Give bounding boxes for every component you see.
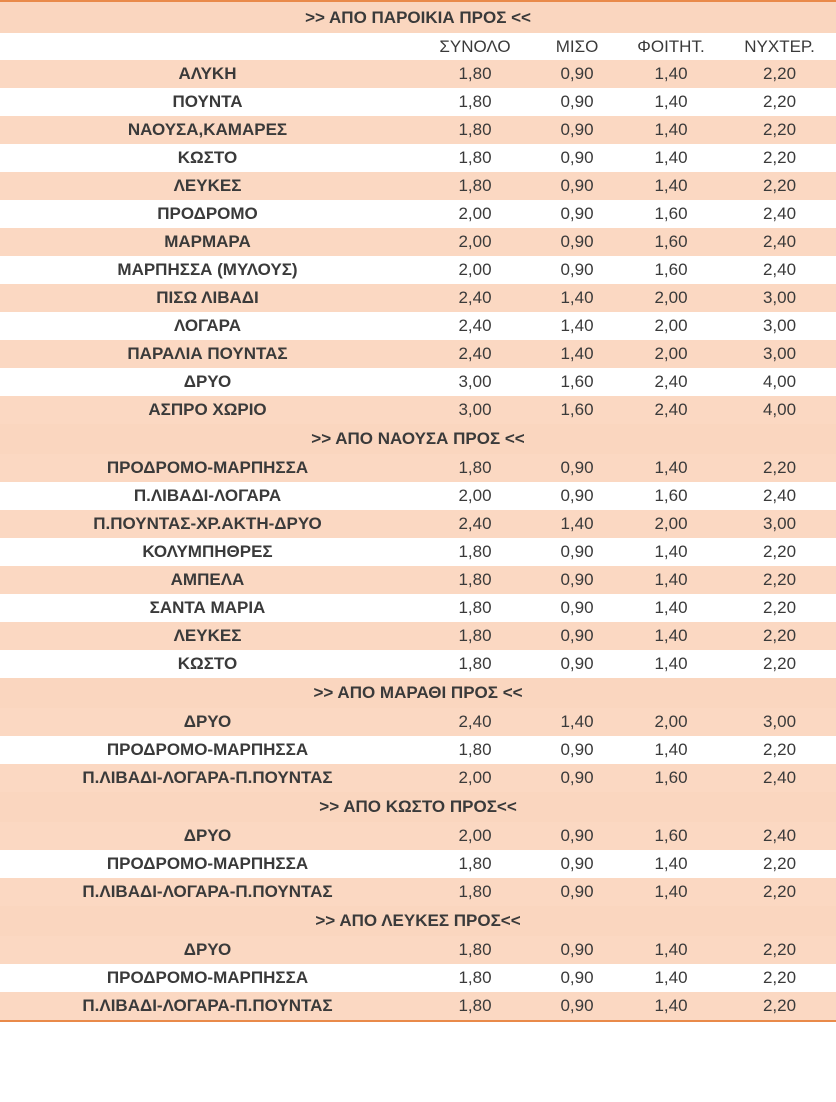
fare-value: 0,90 bbox=[535, 538, 619, 566]
fare-value: 0,90 bbox=[535, 764, 619, 792]
fare-value: 1,40 bbox=[619, 116, 723, 144]
fare-value: 1,80 bbox=[415, 538, 535, 566]
fare-value: 1,80 bbox=[415, 992, 535, 1021]
destination-name: Π.ΠΟΥΝΤΑΣ-ΧΡ.ΑΚΤΗ-ΔΡΥΟ bbox=[0, 510, 415, 538]
fare-value: 1,40 bbox=[619, 566, 723, 594]
section-title: >> ΑΠΟ ΛΕΥΚΕΣ ΠΡΟΣ<< bbox=[0, 906, 836, 936]
column-header: ΝΥΧΤΕΡ. bbox=[723, 33, 836, 60]
fare-value: 2,40 bbox=[723, 200, 836, 228]
fare-value: 2,40 bbox=[723, 256, 836, 284]
fare-value: 1,80 bbox=[415, 964, 535, 992]
fare-value: 0,90 bbox=[535, 566, 619, 594]
destination-name: ΑΣΠΡΟ ΧΩΡΙΟ bbox=[0, 396, 415, 424]
fare-value: 1,60 bbox=[619, 228, 723, 256]
fare-value: 0,90 bbox=[535, 60, 619, 88]
fare-value: 2,00 bbox=[415, 256, 535, 284]
column-header: ΦΟΙΤΗΤ. bbox=[619, 33, 723, 60]
fare-value: 1,40 bbox=[619, 622, 723, 650]
table-row bbox=[0, 764, 836, 792]
fare-value: 2,20 bbox=[723, 878, 836, 906]
section-title: >> ΑΠΟ ΜΑΡΑΘΙ ΠΡΟΣ << bbox=[0, 678, 836, 708]
fare-value: 2,40 bbox=[723, 482, 836, 510]
destination-name: Π.ΛΙΒΑΔΙ-ΛΟΓΑΡΑ-Π.ΠΟΥΝΤΑΣ bbox=[0, 992, 415, 1021]
fare-value: 1,60 bbox=[619, 822, 723, 850]
fare-value: 1,40 bbox=[619, 594, 723, 622]
fare-value: 2,00 bbox=[619, 510, 723, 538]
table-row bbox=[0, 172, 836, 200]
fare-value: 2,00 bbox=[415, 764, 535, 792]
fare-value: 0,90 bbox=[535, 878, 619, 906]
fare-value: 0,90 bbox=[535, 482, 619, 510]
fare-value: 2,40 bbox=[619, 396, 723, 424]
table-row bbox=[0, 594, 836, 622]
table-row bbox=[0, 144, 836, 172]
fare-table-body bbox=[0, 1, 836, 1021]
fare-value: 1,40 bbox=[619, 650, 723, 678]
table-row bbox=[0, 822, 836, 850]
fare-value: 0,90 bbox=[535, 964, 619, 992]
destination-name: ΔΡΥΟ bbox=[0, 936, 415, 964]
fare-value: 1,40 bbox=[619, 850, 723, 878]
destination-name: ΠΡΟΔΡΟΜΟ-ΜΑΡΠΗΣΣΑ bbox=[0, 454, 415, 482]
fare-value: 2,20 bbox=[723, 992, 836, 1021]
fare-value: 1,60 bbox=[535, 396, 619, 424]
table-row bbox=[0, 368, 836, 396]
fare-value: 1,80 bbox=[415, 144, 535, 172]
fare-value: 4,00 bbox=[723, 368, 836, 396]
fare-value: 1,80 bbox=[415, 594, 535, 622]
fare-value: 1,40 bbox=[619, 454, 723, 482]
destination-name: ΚΩΣΤΟ bbox=[0, 144, 415, 172]
fare-value: 2,20 bbox=[723, 850, 836, 878]
fare-value: 1,40 bbox=[619, 538, 723, 566]
fare-value: 0,90 bbox=[535, 992, 619, 1021]
fare-value: 2,40 bbox=[415, 284, 535, 312]
fare-value: 1,80 bbox=[415, 622, 535, 650]
fare-value: 1,40 bbox=[535, 284, 619, 312]
fare-value: 1,40 bbox=[619, 964, 723, 992]
table-row bbox=[0, 88, 836, 116]
section-header bbox=[0, 424, 836, 454]
destination-name: Π.ΛΙΒΑΔΙ-ΛΟΓΑΡΑ-Π.ΠΟΥΝΤΑΣ bbox=[0, 878, 415, 906]
fare-value: 2,20 bbox=[723, 144, 836, 172]
destination-name: ΜΑΡΜΑΡΑ bbox=[0, 228, 415, 256]
fare-value: 1,40 bbox=[619, 172, 723, 200]
fare-value: 2,40 bbox=[723, 764, 836, 792]
table-row bbox=[0, 538, 836, 566]
fare-value: 2,20 bbox=[723, 454, 836, 482]
fare-value: 1,40 bbox=[619, 936, 723, 964]
destination-name: ΑΛΥΚΗ bbox=[0, 60, 415, 88]
fare-value: 1,80 bbox=[415, 60, 535, 88]
fare-value: 0,90 bbox=[535, 822, 619, 850]
fare-value: 2,20 bbox=[723, 936, 836, 964]
fare-value: 2,00 bbox=[415, 482, 535, 510]
fare-value: 1,40 bbox=[535, 312, 619, 340]
fare-value: 1,80 bbox=[415, 736, 535, 764]
fare-value: 3,00 bbox=[415, 368, 535, 396]
fare-value: 2,00 bbox=[415, 200, 535, 228]
destination-name: ΚΩΣΤΟ bbox=[0, 650, 415, 678]
table-row bbox=[0, 510, 836, 538]
table-row bbox=[0, 284, 836, 312]
destination-name: ΝΑΟΥΣΑ,ΚΑΜΑΡΕΣ bbox=[0, 116, 415, 144]
destination-name: ΔΡΥΟ bbox=[0, 822, 415, 850]
table-row bbox=[0, 736, 836, 764]
table-row bbox=[0, 878, 836, 906]
column-header: ΣΥΝΟΛΟ bbox=[415, 33, 535, 60]
section-header bbox=[0, 1, 836, 33]
fare-value: 1,80 bbox=[415, 850, 535, 878]
destination-name: ΔΡΥΟ bbox=[0, 708, 415, 736]
fare-value: 2,20 bbox=[723, 88, 836, 116]
section-title: >> ΑΠΟ ΝΑΟΥΣΑ ΠΡΟΣ << bbox=[0, 424, 836, 454]
fare-value: 1,60 bbox=[619, 764, 723, 792]
fare-value: 0,90 bbox=[535, 936, 619, 964]
fare-value: 3,00 bbox=[723, 510, 836, 538]
destination-name: ΠΟΥΝΤΑ bbox=[0, 88, 415, 116]
column-header-row bbox=[0, 33, 836, 60]
fare-value: 2,20 bbox=[723, 566, 836, 594]
fare-value: 3,00 bbox=[723, 312, 836, 340]
destination-name: ΚΟΛΥΜΠΗΘΡΕΣ bbox=[0, 538, 415, 566]
table-row bbox=[0, 256, 836, 284]
fare-value: 2,40 bbox=[723, 822, 836, 850]
fare-value: 1,40 bbox=[535, 708, 619, 736]
fare-value: 1,80 bbox=[415, 566, 535, 594]
destination-name: ΜΑΡΠΗΣΣΑ (ΜΥΛΟΥΣ) bbox=[0, 256, 415, 284]
fare-value: 2,20 bbox=[723, 622, 836, 650]
table-row bbox=[0, 116, 836, 144]
fare-value: 2,20 bbox=[723, 736, 836, 764]
table-row bbox=[0, 482, 836, 510]
section-header bbox=[0, 906, 836, 936]
fare-value: 2,00 bbox=[415, 822, 535, 850]
fare-value: 1,40 bbox=[619, 992, 723, 1021]
fare-value: 0,90 bbox=[535, 172, 619, 200]
fare-value: 2,00 bbox=[619, 284, 723, 312]
fare-value: 2,40 bbox=[619, 368, 723, 396]
fare-value: 0,90 bbox=[535, 622, 619, 650]
table-row bbox=[0, 992, 836, 1021]
destination-name: ΠΑΡΑΛΙΑ ΠΟΥΝΤΑΣ bbox=[0, 340, 415, 368]
destination-name: ΠΡΟΔΡΟΜΟ bbox=[0, 200, 415, 228]
table-row bbox=[0, 566, 836, 594]
fare-value: 2,00 bbox=[619, 708, 723, 736]
fare-value: 2,20 bbox=[723, 964, 836, 992]
fare-value: 1,80 bbox=[415, 650, 535, 678]
fare-value: 1,60 bbox=[535, 368, 619, 396]
fare-value: 2,40 bbox=[723, 228, 836, 256]
fare-value: 0,90 bbox=[535, 256, 619, 284]
fare-value: 2,40 bbox=[415, 708, 535, 736]
fare-value: 1,60 bbox=[619, 482, 723, 510]
destination-name: Π.ΛΙΒΑΔΙ-ΛΟΓΑΡΑ bbox=[0, 482, 415, 510]
fare-value: 0,90 bbox=[535, 594, 619, 622]
fare-value: 1,40 bbox=[535, 340, 619, 368]
fare-value: 2,20 bbox=[723, 116, 836, 144]
fare-value: 2,20 bbox=[723, 538, 836, 566]
destination-name: ΠΡΟΔΡΟΜΟ-ΜΑΡΠΗΣΣΑ bbox=[0, 964, 415, 992]
fare-value: 2,40 bbox=[415, 340, 535, 368]
fare-value: 1,80 bbox=[415, 88, 535, 116]
fare-value: 1,80 bbox=[415, 878, 535, 906]
destination-name: ΠΙΣΩ ΛΙΒΑΔΙ bbox=[0, 284, 415, 312]
destination-name: ΛΟΓΑΡΑ bbox=[0, 312, 415, 340]
fare-value: 1,80 bbox=[415, 936, 535, 964]
column-header: ΜΙΣΟ bbox=[535, 33, 619, 60]
destination-name: ΑΜΠΕΛΑ bbox=[0, 566, 415, 594]
fare-value: 0,90 bbox=[535, 116, 619, 144]
table-row bbox=[0, 340, 836, 368]
destination-name: ΠΡΟΔΡΟΜΟ-ΜΑΡΠΗΣΣΑ bbox=[0, 736, 415, 764]
table-row bbox=[0, 936, 836, 964]
fare-value: 0,90 bbox=[535, 736, 619, 764]
fare-value: 1,40 bbox=[619, 878, 723, 906]
fare-value: 2,20 bbox=[723, 650, 836, 678]
fare-value: 0,90 bbox=[535, 144, 619, 172]
fare-value: 4,00 bbox=[723, 396, 836, 424]
table-row bbox=[0, 60, 836, 88]
section-title: >> ΑΠΟ ΠΑΡΟΙΚΙΑ ΠΡΟΣ << bbox=[0, 1, 836, 33]
fare-value: 3,00 bbox=[723, 708, 836, 736]
fare-value: 0,90 bbox=[535, 200, 619, 228]
fare-value: 2,40 bbox=[415, 510, 535, 538]
fare-value: 2,20 bbox=[723, 60, 836, 88]
fare-value: 1,80 bbox=[415, 454, 535, 482]
table-row bbox=[0, 650, 836, 678]
table-row bbox=[0, 454, 836, 482]
fare-value: 1,80 bbox=[415, 116, 535, 144]
fare-value: 0,90 bbox=[535, 850, 619, 878]
fare-value: 2,40 bbox=[415, 312, 535, 340]
destination-name: ΛΕΥΚΕΣ bbox=[0, 172, 415, 200]
fare-value: 2,00 bbox=[619, 312, 723, 340]
fare-value: 0,90 bbox=[535, 88, 619, 116]
fare-value: 3,00 bbox=[723, 340, 836, 368]
fare-value: 0,90 bbox=[535, 454, 619, 482]
table-row bbox=[0, 850, 836, 878]
destination-name: ΛΕΥΚΕΣ bbox=[0, 622, 415, 650]
fare-value: 1,60 bbox=[619, 200, 723, 228]
table-row bbox=[0, 396, 836, 424]
fare-value: 1,40 bbox=[619, 88, 723, 116]
destination-name: ΣΑΝΤΑ ΜΑΡΙΑ bbox=[0, 594, 415, 622]
fare-value: 3,00 bbox=[415, 396, 535, 424]
table-row bbox=[0, 708, 836, 736]
table-row bbox=[0, 622, 836, 650]
fare-value: 2,00 bbox=[415, 228, 535, 256]
column-header-empty bbox=[0, 33, 415, 60]
fare-value: 0,90 bbox=[535, 228, 619, 256]
fare-value: 1,40 bbox=[619, 736, 723, 764]
section-header bbox=[0, 678, 836, 708]
destination-name: ΠΡΟΔΡΟΜΟ-ΜΑΡΠΗΣΣΑ bbox=[0, 850, 415, 878]
table-row bbox=[0, 964, 836, 992]
table-row bbox=[0, 312, 836, 340]
section-title: >> ΑΠΟ ΚΩΣΤΟ ΠΡΟΣ<< bbox=[0, 792, 836, 822]
fare-value: 2,00 bbox=[619, 340, 723, 368]
fare-value: 1,40 bbox=[619, 60, 723, 88]
fare-value: 2,20 bbox=[723, 594, 836, 622]
section-header bbox=[0, 792, 836, 822]
fare-value: 1,80 bbox=[415, 172, 535, 200]
fare-value: 1,40 bbox=[619, 144, 723, 172]
table-row bbox=[0, 228, 836, 256]
fare-value: 2,20 bbox=[723, 172, 836, 200]
destination-name: ΔΡΥΟ bbox=[0, 368, 415, 396]
table-row bbox=[0, 200, 836, 228]
fare-value: 0,90 bbox=[535, 650, 619, 678]
destination-name: Π.ΛΙΒΑΔΙ-ΛΟΓΑΡΑ-Π.ΠΟΥΝΤΑΣ bbox=[0, 764, 415, 792]
fare-value: 3,00 bbox=[723, 284, 836, 312]
fare-value: 1,60 bbox=[619, 256, 723, 284]
fare-value: 1,40 bbox=[535, 510, 619, 538]
